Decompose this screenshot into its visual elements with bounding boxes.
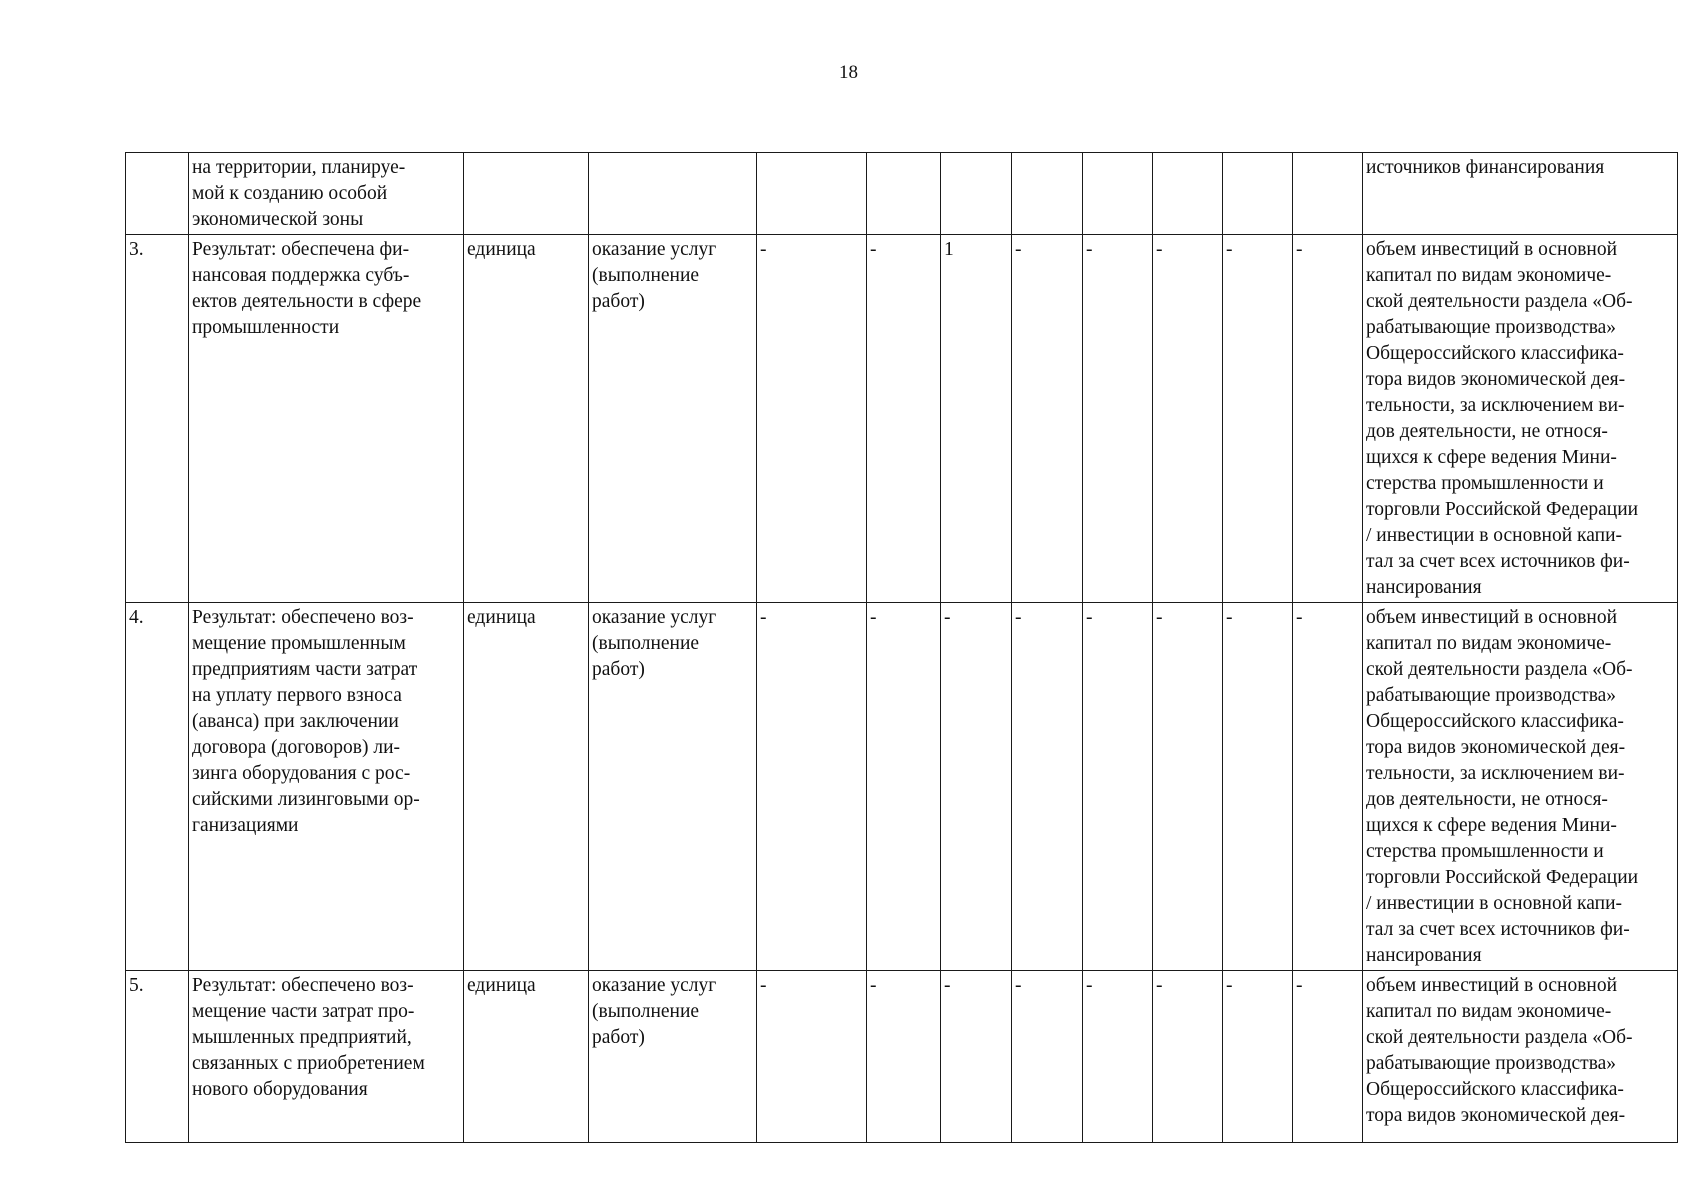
result-name-cell: на территории, планируе- мой к созданию особой экономической зоны [189, 153, 464, 235]
value-cell: - [941, 603, 1012, 971]
unit-cell [464, 153, 589, 235]
indicator-note-cell: объем инвестиций в основной капитал по видам экономиче- ской деятельности раздела «Об- рабатывающие производства» Общероссийского классифика- тора видов экономической дея- тельности, за исключением ви- дов деятельности, не относя- щихся к сфере ведения Мини- стерства промышленности и торговли Российской Федерации / инвестиции в основной капи- тал за счет всех источников фи- нансирования [1363, 235, 1678, 603]
value-cell: - [1153, 603, 1223, 971]
value-cell: - [1223, 235, 1293, 603]
value-cell: - [1012, 235, 1083, 603]
value-cell [1153, 153, 1223, 235]
row-number-cell: 5. [126, 971, 189, 1143]
value-cell: - [1012, 971, 1083, 1143]
results-table [125, 152, 1678, 1143]
value-cell: - [1223, 971, 1293, 1143]
type-cell: оказание услуг (выполнение работ) [589, 235, 757, 603]
unit-cell: единица [464, 235, 589, 603]
value-cell: 1 [941, 235, 1012, 603]
type-cell: оказание услуг (выполнение работ) [589, 603, 757, 971]
value-cell: - [867, 235, 941, 603]
indicator-note-cell: источников финансирования [1363, 153, 1678, 235]
value-cell: - [1293, 971, 1363, 1143]
table-row [126, 971, 1678, 1143]
value-cell: - [867, 971, 941, 1143]
value-cell [1223, 153, 1293, 235]
value-cell [867, 153, 941, 235]
value-cell [1083, 153, 1153, 235]
value-cell [941, 153, 1012, 235]
value-cell: - [1153, 971, 1223, 1143]
indicator-note-cell: объем инвестиций в основной капитал по видам экономиче- ской деятельности раздела «Об- рабатывающие производства» Общероссийского классифика- тора видов экономической дея- [1363, 971, 1678, 1143]
value-cell: - [757, 235, 867, 603]
value-cell: - [1153, 235, 1223, 603]
value-cell [757, 153, 867, 235]
row-number-cell: 4. [126, 603, 189, 971]
result-name-cell: Результат: обеспечена фи- нансовая поддержка субъ- ектов деятельности в сфере промышленности [189, 235, 464, 603]
unit-cell: единица [464, 603, 589, 971]
value-cell: - [941, 971, 1012, 1143]
type-cell [589, 153, 757, 235]
table-row [126, 603, 1678, 971]
value-cell: - [1083, 235, 1153, 603]
value-cell: - [1083, 603, 1153, 971]
table-row [126, 153, 1678, 235]
value-cell: - [1012, 603, 1083, 971]
value-cell: - [1083, 971, 1153, 1143]
row-number-cell: 3. [126, 235, 189, 603]
value-cell: - [867, 603, 941, 971]
value-cell [1012, 153, 1083, 235]
value-cell: - [1293, 235, 1363, 603]
type-cell: оказание услуг (выполнение работ) [589, 971, 757, 1143]
table-row [126, 235, 1678, 603]
result-name-cell: Результат: обеспечено воз- мещение части затрат про- мышленных предприятий, связанных с приобретением нового оборудования [189, 971, 464, 1143]
value-cell: - [1293, 603, 1363, 971]
value-cell: - [757, 971, 867, 1143]
value-cell: - [757, 603, 867, 971]
result-name-cell: Результат: обеспечено воз- мещение промышленным предприятиям части затрат на уплату первого взноса (аванса) при заключении договора (договоров) ли- зинга оборудования с рос- сийскими лизинговыми ор- ганизациями [189, 603, 464, 971]
row-number-cell [126, 153, 189, 235]
indicator-note-cell: объем инвестиций в основной капитал по видам экономиче- ской деятельности раздела «Об- рабатывающие производства» Общероссийского классифика- тора видов экономической дея- тельности, за исключением ви- дов деятельности, не относя- щихся к сфере ведения Мини- стерства промышленности и торговли Российской Федерации / инвестиции в основной капи- тал за счет всех источников фи- нансирования [1363, 603, 1678, 971]
value-cell [1293, 153, 1363, 235]
value-cell: - [1223, 603, 1293, 971]
unit-cell: единица [464, 971, 589, 1143]
page-number: 18 [839, 62, 858, 83]
